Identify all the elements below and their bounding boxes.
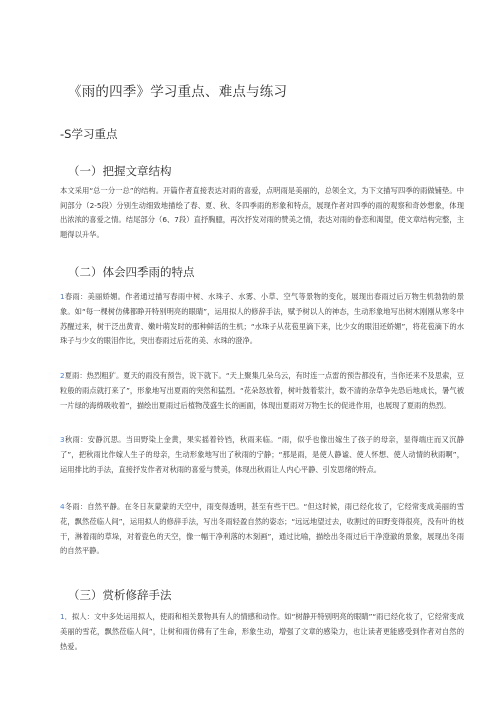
item-text: 夏雨：热烈粗犷。夏天的雨没有预告，说下就下。“天上聚集几朵乌云，有时连一点雷的预告都没有，当你还来不及思索，豆粒般的雨点就打来了”，形象地写出夏雨的突然和猛烈。“花朵怒放着，树叶鼓着浆汁，数不清的杂草争先恐后地成长，暑气被一片绿的海绵吸收着”，描绘出夏雨过后植物茂盛生长的画面，体现出夏雨对万物生长的促进作用，也展现了夏雨的热烈。 [60,371,464,410]
section-label: -S学习重点 [60,127,118,141]
item-text: ．拟人：文中多处运用拟人，使雨和相关景物具有人的情感和动作。如“树静开特别明亮的眼睛”“雨已经化妆了，它经常变成美丽的雪花，飘然莅临人间”，让树和雨仿佛有了生命，形象生动，增强了文章的感染力，也让读者更能感受到作者对自然的热爱。 [60,612,464,651]
list-item-spring [60,290,464,349]
heading-rain-features: （二）体会四季雨的特点 [68,265,195,279]
item-number: 1 [60,612,65,621]
list-item-autumn [60,433,464,477]
item-number: 2 [60,371,65,380]
list-item-summer [60,369,464,413]
heading-rhetoric: （三）赏析修辞手法 [68,588,172,602]
heading-structure: （一）把握文章结构 [68,164,172,178]
item-number: 3 [60,435,65,444]
item-text: 秋雨：安静沉思。当田野染上金黄，果实摇着铃铛，秋雨来临。“雨，似乎也像出嫁生了孩子的母亲，显得端庄而又沉静了”，把秋雨比作嫁人生子的母亲，生动形象地写出了秋雨的宁静；“那是雨，是使人静谧、使人怀想、使人动情的秋雨啊”，运用排比的手法，直接抒发作者对秋雨的喜爱与赞美，体现出秋雨让人内心平静、引发思绪的特点。 [60,435,464,474]
document-title: 《雨的四季》学习重点、难点与练习 [68,84,288,100]
item-number: 4 [60,502,65,511]
paragraph-structure: 本文采用“总一分一总”的结构。开篇作者直接表达对雨的喜爱，点明雨是美丽的，总领全文，为下文描写四季的雨做铺垫。中间部分（2-5段）分别生动细致地描绘了春、夏、秋、冬四季雨的形象和特点，展现作者对四季的雨的观察和奇妙想象，体现出浓浓的喜爱之情。结尾部分（6、7段）直抒胸臆，再次抒发对雨的赞美之情，表达对雨的眷恋和渴望，使文章结构完整，主题得以升华。 [60,186,464,239]
list-item-winter [60,500,464,559]
item-text: 冬雨：自然平静。在冬日灰蒙蒙的天空中，雨变得透明，甚至有些干巴。“但这时候，雨已经化妆了，它经常变成美丽的雪花，飘然莅临人间”，运用拟人的修辞手法，写出冬雨轻盈自然的姿态；“远远地望过去，收割过的田野变得很亮，没有叶的枝干，淋着雨的草垛，对着瓷色的天空，像一幅干净利落的木刻画”，通过比喻，描绘出冬雨过后干净澄澈的景象，展现出冬雨的自然平静。 [60,502,464,556]
item-number: 1 [60,292,65,301]
list-item-personification [60,610,464,654]
item-text: 春雨：美丽娇媚。作者通过描写春雨中树、水珠子、水雾、小草、空气等景物的变化，展现出春雨过后万物生机勃勃的景象。如“每一棵树仿佛都睁开特别明亮的眼睛”，运用拟人的修辞手法，赋予树以人的神态，生动形象地写出树木刚刚从寒冬中苏醒过来，树干泛出黄青、嫩叶萌发时的那种鲜活的生机；“水珠子从花苞里滴下来，比少女的眼泪还娇媚”，将花苞滴下的水珠子与少女的眼泪作比，突出春雨过后花的美、水珠的澄净。 [60,292,464,346]
